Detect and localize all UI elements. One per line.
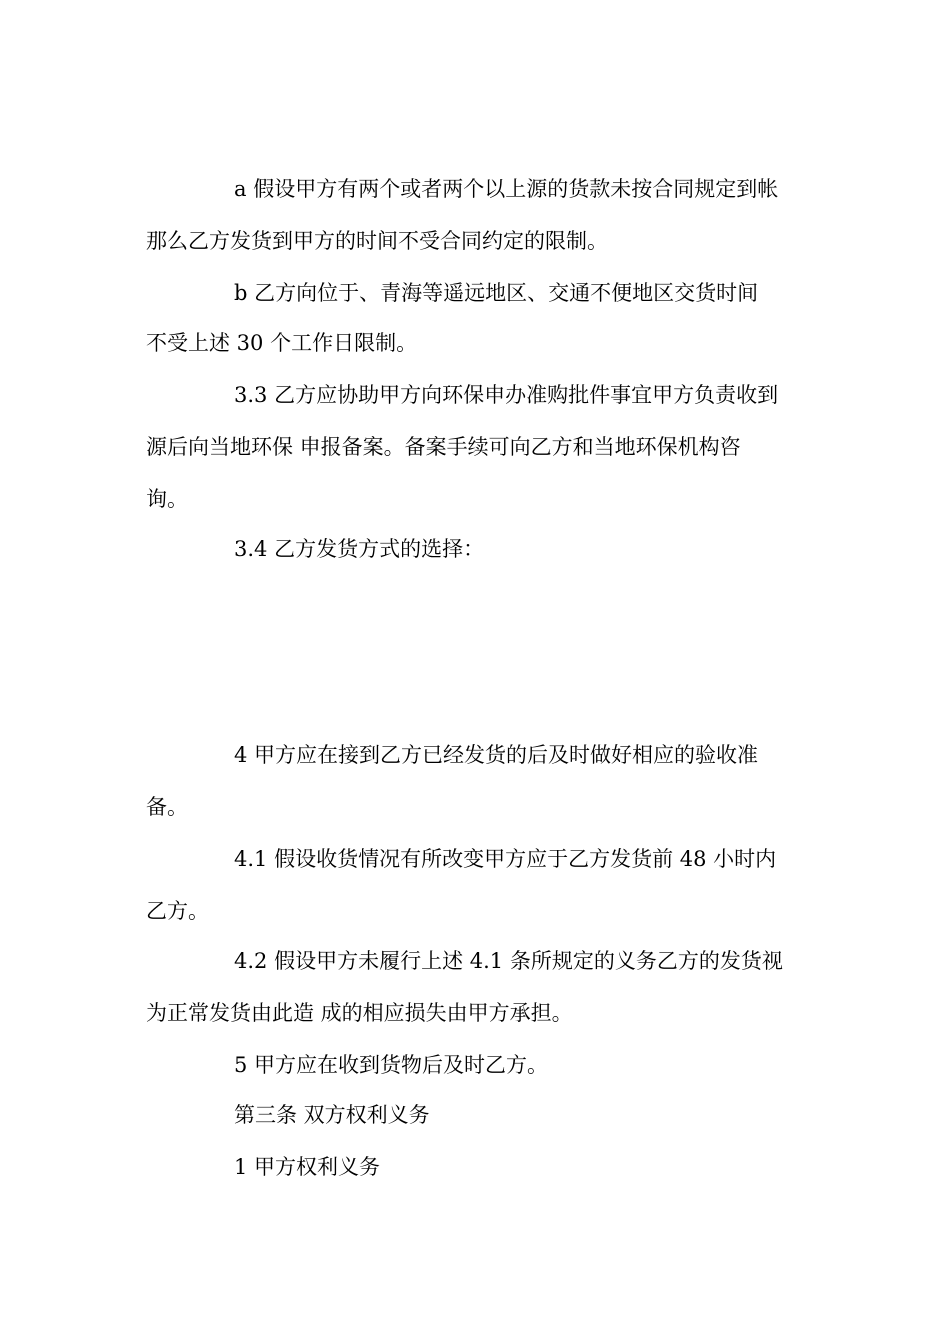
clause-3-4-line-1: 3.4 乙方发货方式的选择： bbox=[234, 537, 485, 561]
clause-3-3-line-2: 源后向当地环保 申报备案。备案手续可向乙方和当地环保机构咨 bbox=[146, 435, 741, 459]
clause-b-line-1: b 乙方向位于、青海等遥远地区、交通不便地区交货时间 bbox=[234, 281, 759, 305]
clause-b-line-2: 不受上述 30 个工作日限制。 bbox=[146, 331, 418, 355]
clause-4-line-2: 备。 bbox=[146, 795, 188, 819]
clause-4-2-line-2: 为正常发货由此造 成的相应损失由甲方承担。 bbox=[146, 1001, 573, 1025]
clause-5-line-1: 5 甲方应在收到货物后及时乙方。 bbox=[234, 1053, 549, 1077]
clause-3-3-line-1: 3.3 乙方应协助甲方向环保申办准购批件事宜甲方负责收到 bbox=[234, 383, 779, 407]
article-3-heading: 第三条 双方权利义务 bbox=[234, 1103, 430, 1127]
clause-4-2-line-1: 4.2 假设甲方未履行上述 4.1 条所规定的义务乙方的发货视 bbox=[234, 949, 783, 973]
clause-4-1-line-1: 4.1 假设收货情况有所改变甲方应于乙方发货前 48 小时内 bbox=[234, 847, 777, 871]
clause-a-line-2: 那么乙方发货到甲方的时间不受合同约定的限制。 bbox=[146, 229, 608, 253]
clause-4-1-line-2: 乙方。 bbox=[146, 899, 209, 923]
clause-3-3-line-3: 询。 bbox=[146, 487, 188, 511]
clause-a-line-1: a 假设甲方有两个或者两个以上源的货款未按合同规定到帐 bbox=[234, 177, 779, 201]
clause-4-line-1: 4 甲方应在接到乙方已经发货的后及时做好相应的验收准 bbox=[234, 743, 759, 767]
article-3-item-1: 1 甲方权利义务 bbox=[234, 1155, 381, 1179]
